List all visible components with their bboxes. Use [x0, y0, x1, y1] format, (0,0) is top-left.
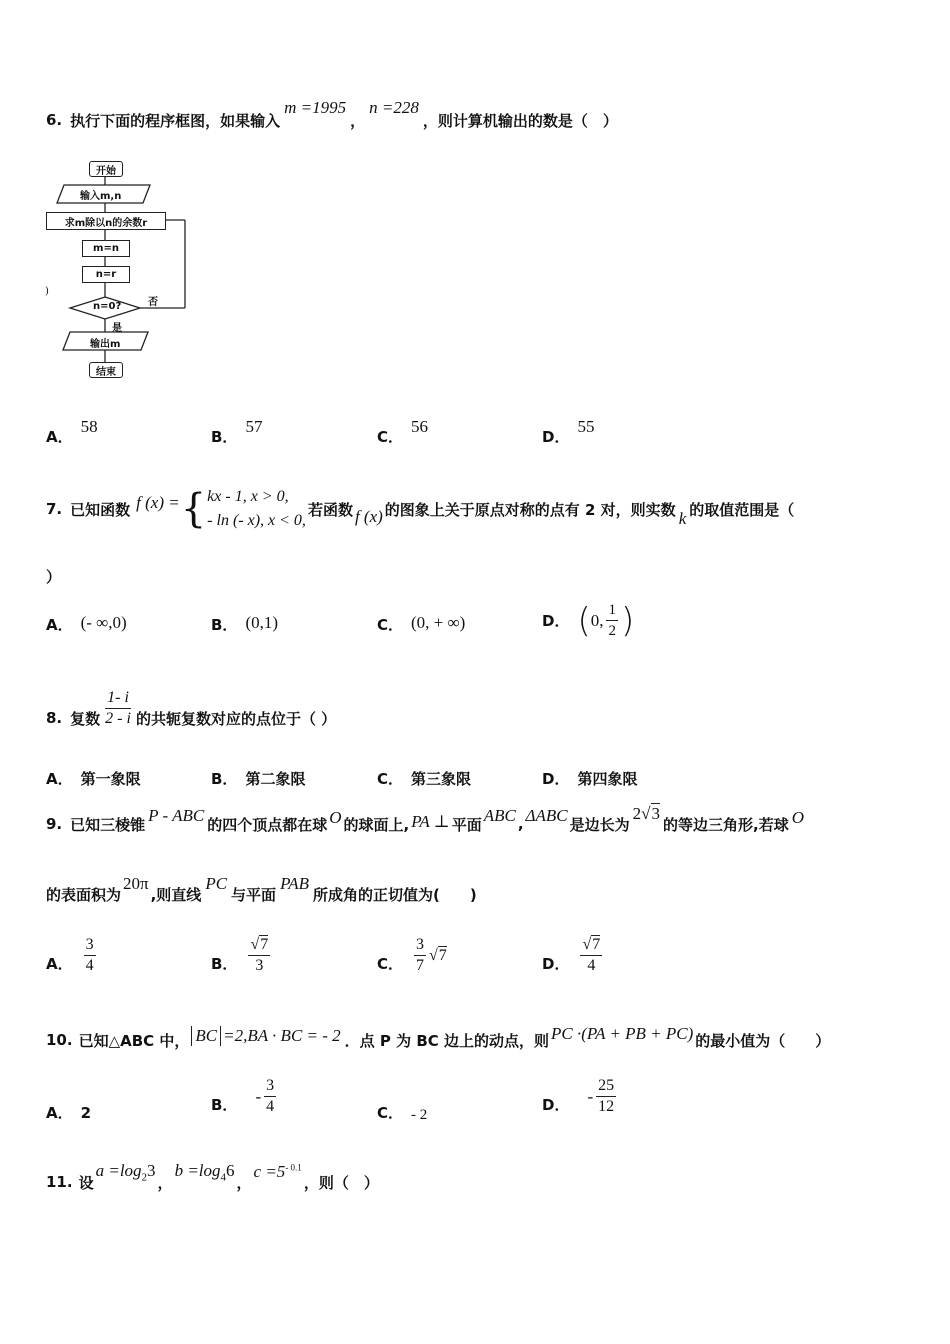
q8-option-c[interactable] [377, 768, 471, 789]
option-label: B． [211, 955, 238, 973]
q10-condition: =2,BA · BC = - 2 [223, 1026, 341, 1045]
flow-assign-n: n=r [82, 266, 130, 283]
q9-text-9: 与平面 [231, 885, 277, 904]
flow-assign-m: m=n [82, 240, 130, 257]
option-label: A． [46, 616, 73, 634]
q9-text-10: 所成角的正切值为( ) [313, 885, 477, 904]
option-label: A． [46, 955, 73, 973]
q10-option-a[interactable] [46, 1102, 91, 1123]
q9-text-6: 的等边三角形,若球 [663, 815, 789, 834]
q11-sep-1: ， [157, 1173, 173, 1192]
b-arg: 6 [226, 1160, 235, 1180]
q9-pa-perp: PA ⊥ [411, 812, 450, 831]
q9-area: 20π [123, 874, 149, 893]
option-value: 2 [80, 1103, 92, 1122]
q7-close-paren: ） [46, 568, 62, 586]
q6-text-1: 执行下面的程序框图，如果输入 [70, 111, 281, 130]
fraction-denominator: 2 [608, 623, 616, 639]
flow-remainder: 求m除以n的余数r [46, 212, 166, 230]
q6-m-value: m =1995 [284, 98, 347, 117]
q9-abc: ABC [483, 806, 516, 825]
q9-option-c[interactable]: C． $\frac{3}{7}$ √7 [377, 936, 447, 974]
q11-number: 11. [46, 1173, 73, 1191]
question-6 [46, 100, 618, 140]
option-label: C． [377, 428, 404, 446]
fraction-numerator: 3 [84, 935, 96, 956]
option-value: (0, + ∞) [411, 612, 466, 632]
b-log: b =log [174, 1160, 221, 1180]
q10-options [46, 1076, 906, 1132]
q10-number: 10. [46, 1031, 73, 1049]
fraction-numerator: 3 [264, 1076, 276, 1097]
option-value: 56 [411, 416, 429, 436]
q7-options [46, 600, 906, 650]
flow-yes-label: 是 [112, 323, 122, 334]
flow-output-label: 输出m [90, 339, 121, 350]
q9-options [46, 935, 906, 991]
q6-n-value: n =228 [369, 98, 419, 117]
flow-end: 结束 [89, 362, 123, 378]
fraction-denominator: 4 [266, 1098, 275, 1115]
q7-text-4: 的取值范围是（ [689, 500, 795, 519]
q9-pc: PC [205, 874, 228, 893]
fraction-denominator: 7 [416, 957, 425, 974]
option-fraction [596, 1076, 616, 1117]
q7-case-2: - ln (- x), x < 0, [207, 512, 306, 529]
fraction-numerator: 1 [606, 600, 618, 621]
option-value: 第三象限 [411, 770, 472, 788]
q8-option-d[interactable] [542, 768, 637, 789]
paren-right: ) [620, 600, 635, 641]
option-label: A． [46, 428, 73, 446]
q10-option-d[interactable] [542, 1076, 619, 1117]
option-fraction [580, 935, 602, 976]
question-11 [46, 1162, 379, 1202]
q8-fraction [103, 688, 133, 729]
option-label: C． [377, 955, 404, 973]
q9-text-1: 已知三棱锥 [70, 815, 146, 834]
q6-comma: ， [350, 111, 366, 130]
q7-text-2: 若函数 [307, 500, 353, 519]
q8-option-b[interactable] [211, 768, 305, 789]
option-label: B． [211, 428, 238, 446]
q8-text-1: 复数 [70, 709, 101, 728]
q9-option-a[interactable] [46, 935, 99, 976]
question-9-line-2 [46, 874, 477, 914]
q9-comma: , [517, 815, 524, 833]
q7-option-c[interactable] [377, 614, 465, 635]
flow-stray-mark: ) [45, 286, 49, 297]
q7-option-d[interactable] [542, 600, 634, 641]
q9-number: 9. [46, 815, 63, 833]
option-sign: - [255, 1086, 262, 1106]
q9-pabc: P - ABC [148, 806, 205, 825]
option-value: 第四象限 [577, 770, 638, 788]
q7-option-b[interactable] [211, 614, 278, 635]
radicand: 7 [438, 946, 447, 964]
q9-sphere-o: O [329, 808, 342, 827]
side-radicand: 3 [651, 804, 660, 823]
fraction-denominator: 2 - i [105, 709, 131, 727]
radicand: 7 [592, 936, 601, 953]
q6-text-2: ，则计算机输出的数是（ ） [422, 111, 618, 130]
q9-text-4: 平面 [451, 815, 482, 834]
q10-option-c[interactable] [377, 1102, 427, 1123]
q11-sep-2: ， [236, 1173, 252, 1192]
q7-function-ref: f (x) [354, 507, 383, 526]
a-log: a =log [95, 1160, 142, 1180]
q10-option-b[interactable] [211, 1076, 279, 1117]
q11-c [254, 1162, 302, 1182]
option-value: 57 [245, 416, 263, 436]
option-label: A． [46, 1104, 73, 1122]
fraction-numerator: √7 [248, 935, 270, 956]
q10-text-3: 的最小值为（ ） [695, 1031, 831, 1050]
question-10 [46, 1020, 830, 1060]
q6-option-d[interactable] [542, 416, 595, 447]
q9-text-5: 是边长为 [569, 815, 630, 834]
option-sign: - [587, 1086, 594, 1106]
q11-text-1: 设 [78, 1173, 94, 1192]
q6-option-b[interactable] [211, 416, 263, 447]
option-value: (0,1) [245, 612, 279, 632]
option-fraction [84, 935, 96, 976]
option-label: A． [46, 770, 73, 788]
option-fraction [264, 1076, 276, 1117]
q9-text-7: 的表面积为 [46, 885, 122, 904]
a-base: 2 [141, 1171, 148, 1184]
q10-text-2: ．点 P 为 BC 边上的动点，则 [344, 1031, 549, 1050]
fraction-numerator: 25 [596, 1076, 616, 1097]
fraction-numerator: 1- i [105, 688, 131, 709]
q6-options [46, 416, 906, 456]
q10-bc-abs: BC [191, 1026, 221, 1046]
fraction-denominator: 12 [598, 1098, 615, 1115]
q6-number: 6. [46, 111, 63, 129]
option-label: D． [542, 1096, 570, 1114]
option-fraction [414, 935, 426, 976]
paren-left: ( [577, 600, 591, 641]
q6-flowchart [40, 155, 200, 385]
fraction-denominator: 4 [85, 957, 94, 974]
q7-k: k [678, 509, 687, 528]
option-label: D． [542, 955, 570, 973]
q7-text-1: 已知函数 [70, 500, 131, 519]
q8-text-2: 的共轭复数对应的点位于（ ） [135, 709, 337, 728]
a-arg: 3 [147, 1160, 156, 1180]
option-label: B． [211, 1096, 238, 1114]
option-label: B． [211, 770, 238, 788]
q7-case-1: kx - 1, x > 0, [207, 488, 289, 505]
question-8 [46, 684, 336, 732]
b-base: 4 [220, 1171, 227, 1184]
flow-start: 开始 [89, 161, 123, 177]
radicand: 7 [260, 936, 269, 953]
option-value: - 2 [411, 1107, 428, 1123]
option-value: 58 [80, 416, 98, 436]
q11-b [175, 1161, 235, 1183]
flow-no-label: 否 [148, 297, 158, 308]
option-value-prefix: 0, [590, 610, 604, 630]
option-label: B． [211, 616, 238, 634]
flow-input-label: 输入m,n [80, 191, 122, 202]
q6-option-a[interactable] [46, 416, 98, 447]
option-value: (- ∞,0) [80, 612, 127, 632]
q10-expression: PC ·(PA + PB + PC) [551, 1024, 694, 1043]
question-7 [46, 478, 794, 540]
option-value: 第一象限 [80, 770, 141, 788]
option-value: 第二象限 [245, 770, 306, 788]
q8-options [46, 762, 906, 798]
q10-text-1: 已知△ABC 中， [78, 1031, 190, 1050]
q9-text-3: 的球面上, [343, 815, 410, 834]
q7-brace: { [180, 486, 207, 532]
option-fraction [606, 600, 618, 641]
q7-number: 7. [46, 500, 63, 518]
q7-text-3: 的图象上关于原点对称的点有 2 对，则实数 [384, 500, 676, 519]
option-label: D． [542, 612, 570, 630]
q8-number: 8. [46, 709, 63, 727]
q9-option-b[interactable] [211, 935, 273, 976]
fraction-denominator: 3 [255, 957, 264, 974]
q7-cases [207, 485, 306, 533]
q9-pab: PAB [280, 874, 310, 893]
q9-text-2: 的四个顶点都在球 [207, 815, 328, 834]
q9-option-d[interactable] [542, 935, 605, 976]
q9-text-8: ,则直线 [150, 885, 202, 904]
c-base: c =5 [253, 1162, 286, 1181]
fraction-denominator: 4 [587, 957, 596, 974]
q9-triangle: ΔABC [525, 806, 568, 825]
q11-a [96, 1161, 156, 1183]
option-value: 55 [577, 416, 595, 436]
side-coefficient: 2 [632, 804, 642, 823]
question-9 [46, 804, 804, 844]
option-label: C． [377, 616, 404, 634]
fraction-numerator: 3 [414, 935, 426, 956]
q7-option-a[interactable] [46, 614, 127, 635]
option-label: C． [377, 770, 404, 788]
option-label: D． [542, 770, 570, 788]
q11-text-2: ，则（ ） [303, 1173, 379, 1192]
q7-function-name: f (x) = [136, 493, 180, 512]
option-label: D． [542, 428, 570, 446]
q9-sphere-o-2: O [791, 808, 804, 827]
c-exponent: - 0.1 [285, 1162, 302, 1173]
fraction-numerator: √7 [580, 935, 602, 956]
flow-condition: n=0? [93, 301, 122, 312]
q8-option-a[interactable] [46, 768, 141, 789]
option-fraction [248, 935, 270, 976]
q9-side-length: 2√3 [632, 804, 660, 823]
q6-option-c[interactable] [377, 416, 429, 447]
option-label: C． [377, 1104, 404, 1122]
